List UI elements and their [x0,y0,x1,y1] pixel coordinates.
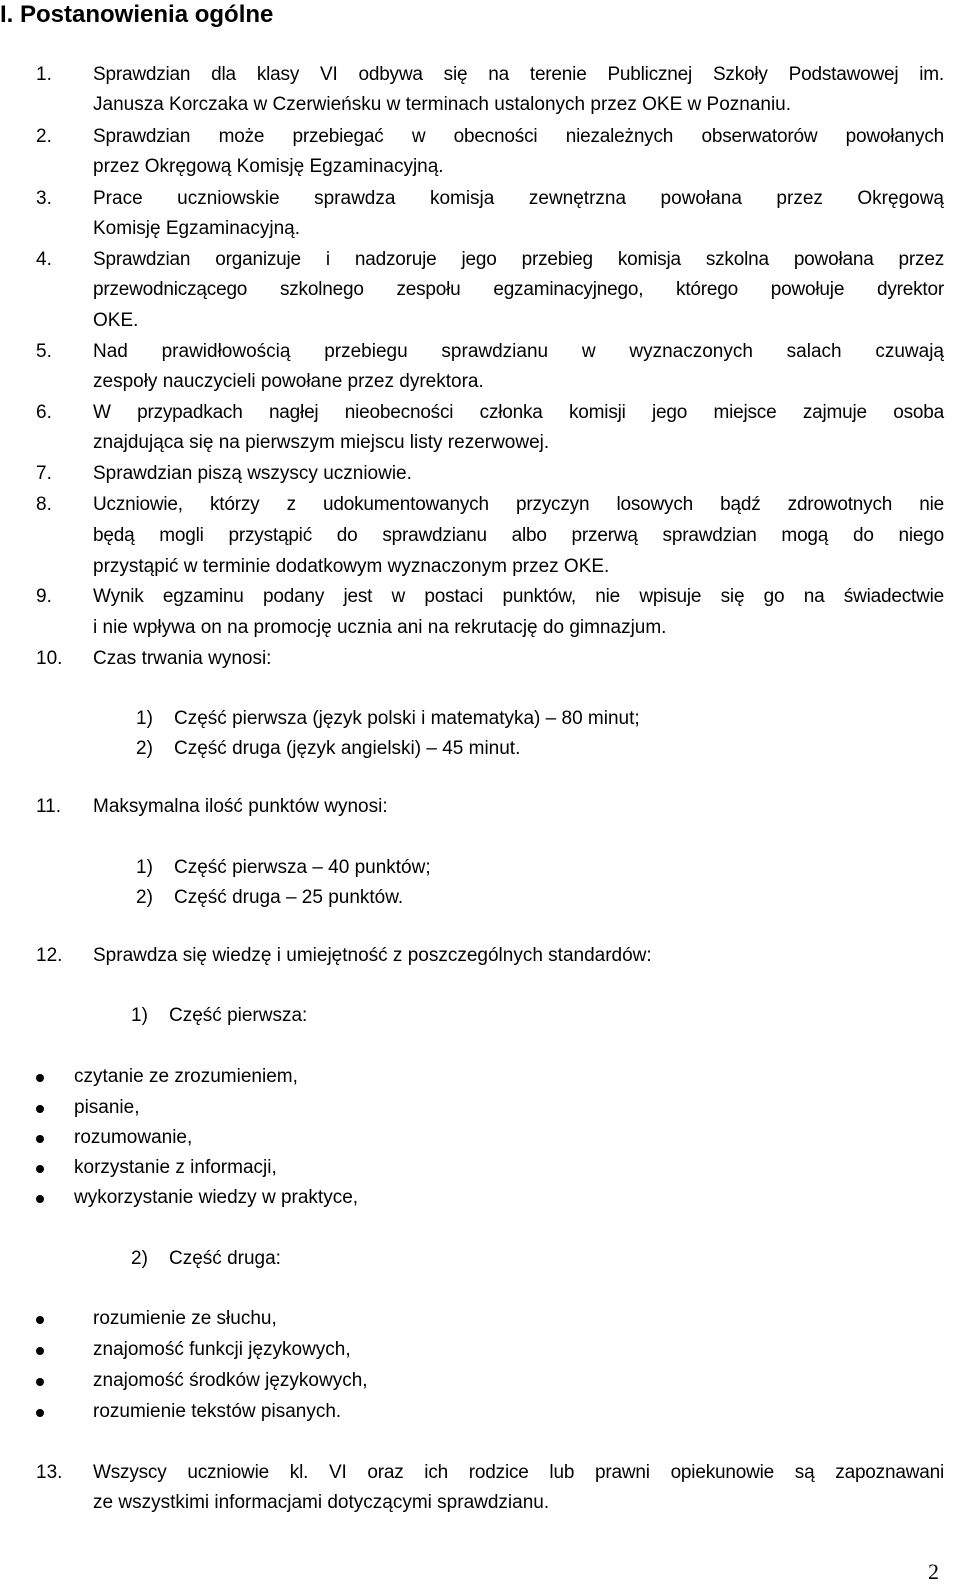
section-heading: I. Postanowienia ogólne [0,1,274,28]
page-number: 2 [928,1559,939,1584]
sub-text: Część druga (język angielski) – 45 minut. [174,738,521,759]
sub-text: Część druga – 25 punktów. [174,887,404,908]
item-text-line: przewodniczącego szkolnego zespołu egzaminacyjnego, którego powołuje dyrektor [93,279,944,300]
item-text-line: będą mogli przystąpić do sprawdzianu albo przerwą sprawdzian mogą do niego [93,525,944,546]
item-text-line: i nie wpływa on na promocję ucznia ani na rekrutację do gimnazjum. [93,617,667,638]
item-text-line: Wszyscy uczniowie kl. VI oraz ich rodzice lub prawni opiekunowie są zapoznawani [93,1462,944,1483]
bullet-icon [36,1135,44,1143]
item-text-line: przystąpić w terminie dodatkowym wyznaczonym przez OKE. [93,556,610,577]
sub-number: 2) [136,738,153,759]
duration-part-1 [136,703,640,734]
item-number: 5. [36,341,52,362]
item-number: 6. [36,402,52,423]
item-text-line: Prace uczniowskie sprawdza komisja zewnętrzna powołana przez Okręgową [93,188,944,209]
item-text-line: Wynik egzaminu podany jest w postaci punktów, nie wpisuje się go na świadectwie [93,586,944,607]
bullet-icon [36,1316,44,1324]
bullet-icon [36,1378,44,1386]
bullet-text: wykorzystanie wiedzy w praktyce, [74,1187,359,1208]
item-text-line: W przypadkach nagłej nieobecności członka komisji jego miejsce zajmuje osoba [93,402,944,423]
item-number: 11. [36,796,62,817]
sub-text: Część pierwsza: [169,1005,308,1026]
item-text-line: Czas trwania wynosi: [93,648,272,669]
item-text-line: ze wszystkimi informacjami dotyczącymi sprawdzianu. [93,1492,550,1513]
item-number: 10. [36,648,63,669]
item-text-line: przez Okręgową Komisję Egzaminacyjną. [93,156,444,177]
item-number: 2. [36,126,52,147]
item-text-line: znajdująca się na pierwszym miejscu listy rezerwowej. [93,432,550,453]
bullet-text: rozumienie ze słuchu, [93,1308,277,1329]
item-text-line: Maksymalna ilość punktów wynosi: [93,796,388,817]
sub-number: 2) [131,1248,148,1269]
bullet-icon [36,1165,44,1173]
duration-part-2 [136,733,520,764]
item-number: 12. [36,945,63,966]
item-number: 7. [36,463,52,484]
sub-text: Część pierwsza (język polski i matematyka) – 80 minut; [174,708,640,729]
bullet-text: znajomość funkcji językowych, [93,1339,351,1360]
sub-text: Część druga: [169,1248,281,1269]
item-number: 3. [36,188,52,209]
sub-number: 1) [136,857,153,878]
sub-number: 1) [136,708,153,729]
item-text-line: Komisję Egzaminacyjną. [93,218,300,239]
bullet-text: pisanie, [74,1097,140,1118]
points-part-2 [136,882,403,913]
item-number: 13. [36,1462,63,1483]
item-text-line: Nad prawidłowością przebiegu sprawdzianu w wyznaczonych salach czuwają [93,341,944,362]
item-number: 1. [36,64,52,85]
bullet-icon [36,1105,44,1113]
item-number: 8. [36,494,52,515]
points-part-1 [136,852,431,883]
item-text-line: Janusza Korczaka w Czerwieńsku w terminach ustalonych przez OKE w Poznaniu. [93,94,792,115]
item-text-line: OKE. [93,310,139,331]
item-text-line: Sprawdzian może przebiegać w obecności niezależnych obserwatorów powołanych [93,126,944,147]
sub-text: Część pierwsza – 40 punktów; [174,857,431,878]
bullet-text: znajomość środków językowych, [93,1370,368,1391]
bullet-text: rozumienie tekstów pisanych. [93,1401,342,1422]
item-text-line: Uczniowie, którzy z udokumentowanych przyczyn losowych bądź zdrowotnych nie [93,494,944,515]
bullet-icon [36,1347,44,1355]
item-text-line: Sprawdzian dla klasy VI odbywa się na terenie Publicznej Szkoły Podstawowej im. [93,64,944,85]
bullet-text: korzystanie z informacji, [74,1157,277,1178]
item-number: 4. [36,249,52,270]
bullet-icon [36,1409,44,1417]
bullet-icon [36,1195,44,1203]
sub-number: 1) [131,1005,148,1026]
item-text-line: Sprawdza się wiedzę i umiejętność z poszczególnych standardów: [93,945,652,966]
sub-number: 2) [136,887,153,908]
standards-part-1-title [131,1000,307,1031]
standards-part-2-title [131,1243,281,1274]
bullet-text: rozumowanie, [74,1127,193,1148]
item-text-line: zespoły nauczycieli powołane przez dyrektora. [93,371,484,392]
bullet-icon [36,1074,44,1082]
item-text-line: Sprawdzian organizuje i nadzoruje jego przebieg komisja szkolna powołana przez [93,249,944,270]
item-text-line: Sprawdzian piszą wszyscy uczniowie. [93,463,412,484]
item-number: 9. [36,586,52,607]
bullet-text: czytanie ze zrozumieniem, [74,1066,298,1087]
